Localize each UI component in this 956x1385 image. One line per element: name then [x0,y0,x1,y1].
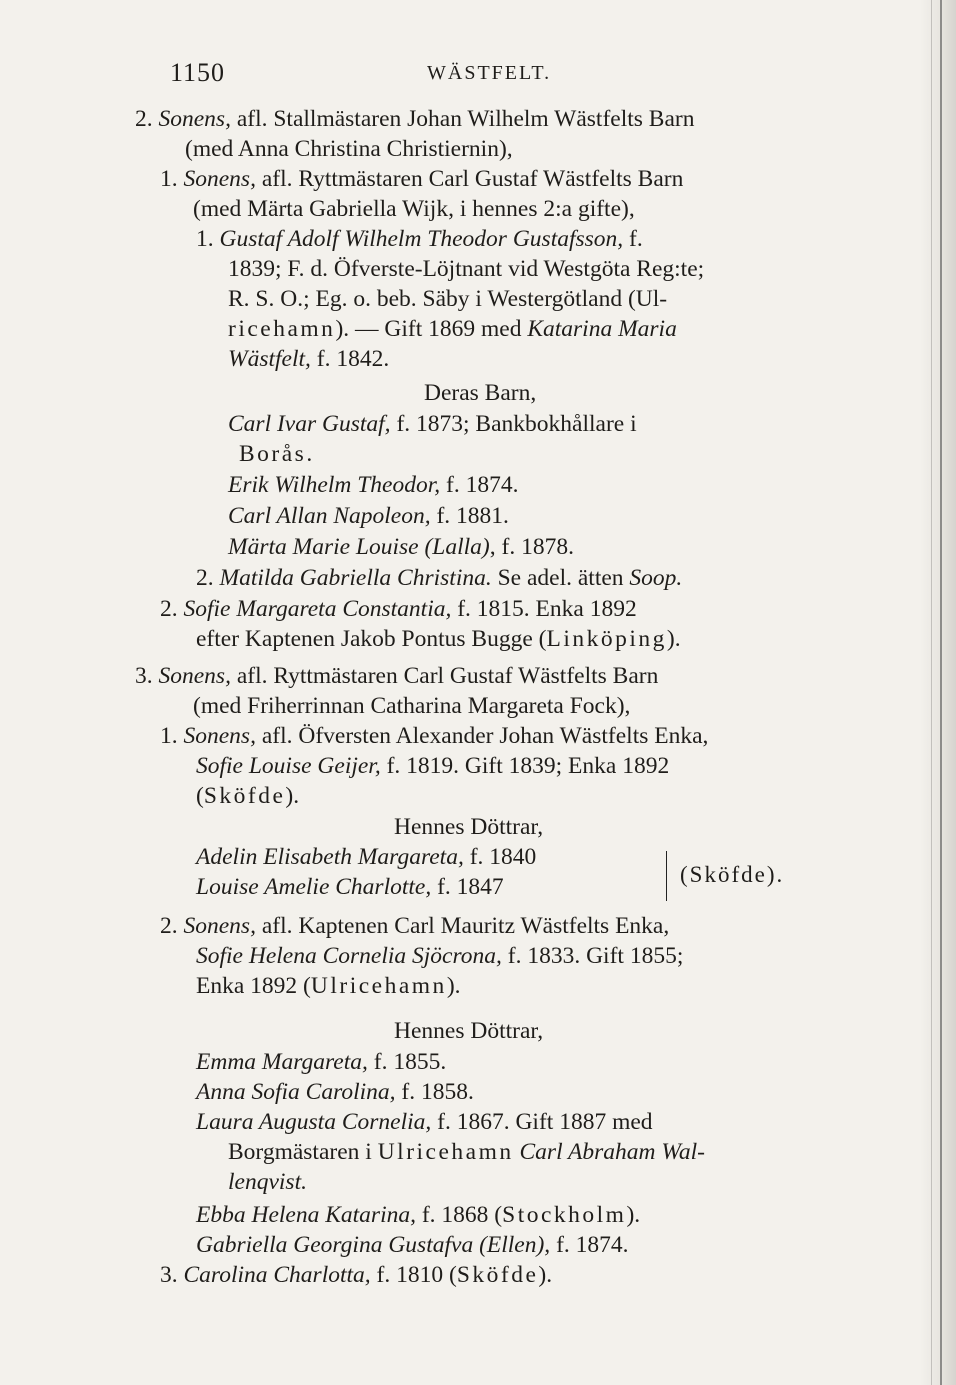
text-line [228,409,637,439]
line-text: f. 1855. [367,1049,447,1075]
text-line [196,1107,653,1137]
line-text: 1. [160,723,184,749]
line-text: f. 1842. [310,346,390,372]
line-text: R. S. O.; Eg. o. beb. Säby i Westergötland (Ul- [228,286,668,312]
italic-name: Sonens, [183,166,256,192]
italic-name: Märta Marie Louise (Lalla) [228,534,490,560]
line-text: f. 1840 [463,844,537,870]
text-line [394,1016,543,1046]
line-text: Enka 1892 ( [196,973,311,999]
line-text: ). [285,783,300,809]
italic-name: Anna Sofia Carolina, [196,1079,396,1105]
line-text: Hennes Döttrar, [394,814,544,840]
line-text: afl. Kaptenen Carl Mauritz Wästfelts Enka, [255,913,670,939]
line-text: f. 1867. Gift 1887 med [431,1109,653,1135]
italic-name: Louise Amelie Charlotte, [196,874,432,900]
brace-bracket [666,851,673,901]
text-line [196,971,461,1001]
italic-name: Wästfelt, [228,346,311,372]
line-text: ). [446,973,461,999]
italic-name: Sonens, [158,106,231,132]
text-line [196,224,643,254]
italic-name: Erik Wilhelm Theodor, [228,472,441,498]
line-text: f. 1874. [550,1232,629,1258]
italic-name: Sofie Louise Geijer, [196,753,381,779]
italic-name: Sofie Margareta Constantia, [183,596,452,622]
line-text: 2. [160,913,184,939]
line-text: ). [538,1262,553,1288]
text-line [228,470,518,500]
line-text: ). — Gift 1869 med [335,316,528,342]
line-text: Hennes Döttrar, [394,1018,544,1044]
text-line [228,501,509,531]
italic-name: Soop. [629,565,683,591]
line-text: 1839; F. d. Öfverste-Löjtnant vid Westgöta Reg:te; [228,256,705,282]
text-line [228,1137,705,1167]
spaced-place-name: Sköfde [203,783,286,809]
italic-name: Carl Allan Napoleon, [228,503,431,529]
line-text: f. 1847 [431,874,504,900]
spaced-place-name: Ulricehamn [377,1139,514,1165]
text-line [196,751,669,781]
line-text: f. 1833. Gift 1855; [501,943,684,969]
line-text: (med Märta Gabriella Wijk, i hennes 2:a gifte), [193,196,635,222]
spaced-place-name: Borås. [239,441,315,467]
text-line [160,594,637,624]
text-line [196,842,536,872]
page-header [170,58,610,92]
spaced-place-name: ricehamn [228,316,336,342]
text-line [228,314,677,344]
italic-name: Carolina Charlotta, [183,1262,371,1288]
line-text: f. 1858. [395,1079,474,1105]
text-line [196,1230,629,1260]
page-number: 1150 [170,58,226,87]
line-text: 1. [196,226,220,252]
text-line [228,344,389,374]
line-text: 3. [160,1262,184,1288]
text-line [196,1077,474,1107]
italic-name: Laura Augusta Cornelia, [196,1109,432,1135]
line-text: 3. [135,663,159,689]
line-text: , f. 1878. [489,534,574,560]
spaced-place-name: Ulricehamn [310,973,447,999]
line-text: efter Kaptenen Jakob Pontus Bugge ( [196,626,547,652]
text-line [196,781,299,811]
text-line [228,532,574,562]
text-line [196,872,504,902]
line-text: f. 1874. [440,472,519,498]
italic-name: Carl Abraham Wal- [519,1139,705,1165]
italic-name: Sonens, [158,663,231,689]
italic-name: Gabriella Georgina Gustafva (Ellen), [196,1232,551,1258]
page-edge-shadow [920,0,956,1385]
line-text: f. 1868 ( [415,1202,503,1228]
italic-name: Emma Margareta, [196,1049,368,1075]
line-text: 2. [196,565,220,591]
text-line [424,378,536,408]
text-line [228,1167,307,1197]
line-text: afl. Stallmästaren Johan Wilhelm Wästfelts Barn [230,106,695,132]
line-text: afl. Ryttmästaren Carl Gustaf Wästfelts Barn [230,663,659,689]
line-text: 2. [135,106,159,132]
text-line [228,254,704,284]
line-text: (med Anna Christina Christiernin), [185,136,513,162]
italic-name: Adelin Elisabeth Margareta, [196,844,464,870]
line-text: (med Friherrinnan Catharina Margareta Fock), [193,693,631,719]
text-line [196,1047,446,1077]
line-text: ). [666,626,681,652]
italic-name: Carl Ivar Gustaf, [228,411,391,437]
text-line [196,624,681,654]
text-line [160,164,683,194]
line-text: Borgmästaren i [228,1139,378,1165]
line-text: ). [626,1202,641,1228]
text-line [160,911,669,941]
running-title: WÄSTFELT. [427,62,552,84]
brace-note: (Sköfde). [680,862,785,887]
text-line [394,812,543,842]
line-text: f. 1810 ( [370,1262,457,1288]
line-text: afl. Öfversten Alexander Johan Wästfelts Enka, [255,723,709,749]
text-line [160,721,708,751]
text-line [228,284,667,314]
italic-name: Gustaf Adolf Wilhelm Theodor Gustafsson, [219,226,624,252]
italic-name: Sonens, [183,723,256,749]
page-edge-line [940,0,942,1385]
text-line [196,941,683,971]
line-text: 1. [160,166,184,192]
page-edge-line [931,0,932,1385]
text-line [160,1260,552,1290]
italic-name: Sofie Helena Cornelia Sjöcrona, [196,943,502,969]
line-text: f. 1815. Enka 1892 [451,596,637,622]
line-text: f. 1881. [430,503,509,529]
text-line [135,661,658,691]
line-text: ( [196,783,204,809]
line-text: 2. [160,596,184,622]
text-line [196,1200,640,1230]
text-line [193,194,635,224]
text-line [193,691,630,721]
italic-name: Katarina Maria [527,316,677,342]
italic-name: Ebba Helena Katarina, [196,1202,416,1228]
line-text: Deras Barn, [424,380,537,406]
italic-name: lenqvist. [228,1169,307,1195]
text-line [135,104,694,134]
spaced-place-name: Stockholm [502,1202,627,1228]
italic-name: Sonens, [183,913,256,939]
line-text: afl. Ryttmästaren Carl Gustaf Wästfelts Barn [255,166,684,192]
line-text: f. 1819. Gift 1839; Enka 1892 [380,753,670,779]
spaced-place-name: Sköfde [456,1262,539,1288]
text-line [239,439,315,469]
spaced-place-name: Linköping [546,626,667,652]
line-text: f. [623,226,643,252]
text-line [185,134,513,164]
line-text: f. 1873; Bankbokhållare i [390,411,637,437]
line-text: Se adel. ätten [491,565,630,591]
italic-name: Matilda Gabriella Christina. [219,565,492,591]
text-line [196,563,682,593]
